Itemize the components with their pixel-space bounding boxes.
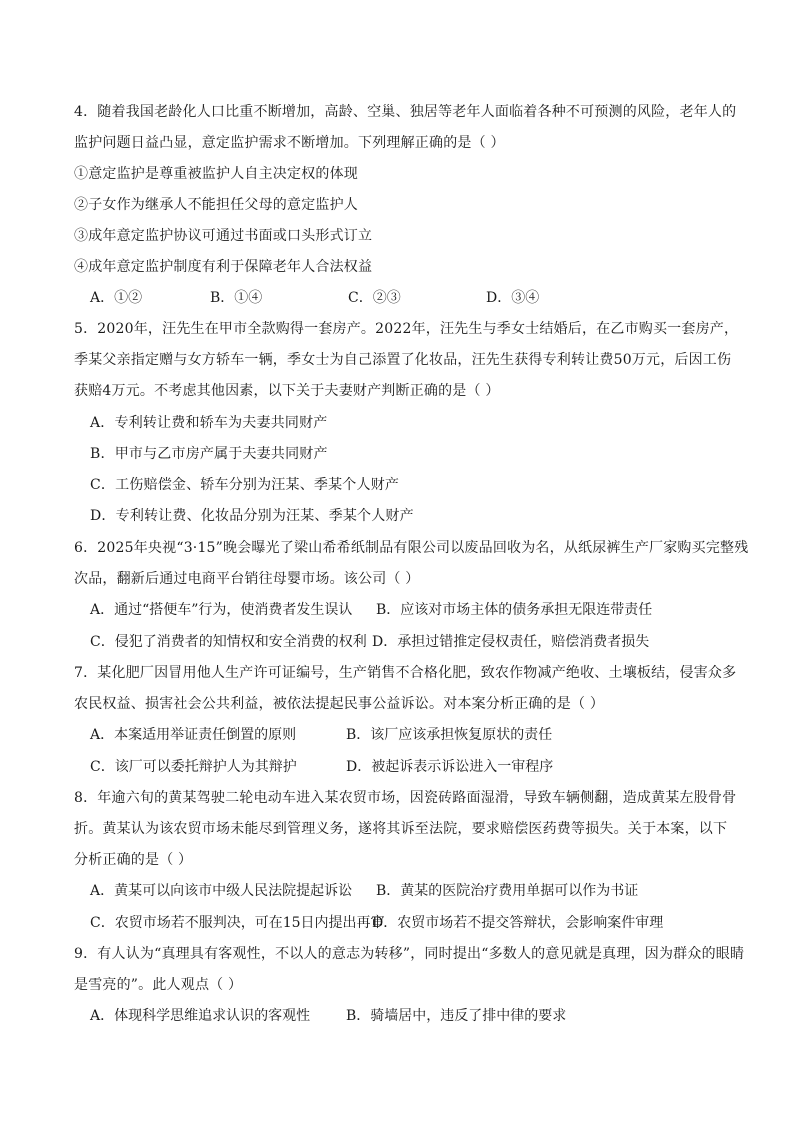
q5-option-d[interactable]: D．专利转让费、化妆品分别为汪某、季某个人财产 — [90, 508, 414, 524]
q4-statement-2: ②子女作为继承人不能担任父母的意定监护人 — [74, 197, 358, 213]
q4-stem-line-1: 4．随着我国老龄化人口比重不断增加，高龄、空巢、独居等老年人面临着各种不可预测的风险，老年人的 — [74, 104, 737, 120]
q7-stem-line-1: 7．某化肥厂因冒用他人生产许可证编号，生产销售不合格化肥，致农作物减产绝收、土壤板结，侵害众多 — [74, 665, 737, 681]
q8-option-d[interactable]: D．农贸市场若不提交答辩状，会影响案件审理 — [372, 915, 664, 931]
q5-option-a[interactable]: A．专利转让费和轿车为夫妻共同财产 — [90, 415, 328, 431]
q8-option-c[interactable]: C．农贸市场若不服判决，可在15日内提出再审 — [90, 915, 385, 931]
q5-stem-line-2: 季某父亲指定赠与女方轿车一辆，季女士为自己添置了化妆品，汪先生获得专利转让费50万元，后因工伤 — [74, 352, 732, 368]
q4-option-a[interactable]: A．①② — [90, 290, 143, 306]
q8-options-row-2 — [90, 913, 730, 933]
q4-option-d[interactable]: D．③④ — [486, 290, 540, 306]
q7-stem-line-2: 农民权益、损害社会公共利益，被依法提起民事公益诉讼。对本案分析正确的是（ ） — [74, 696, 605, 712]
q8-option-a[interactable]: A．黄某可以向该市中级人民法院提起诉讼 — [90, 883, 353, 899]
q6-option-d[interactable]: D．承担过错推定侵权责任，赔偿消费者损失 — [372, 634, 650, 650]
q4-option-b[interactable]: B．①④ — [210, 290, 263, 306]
q4-options — [90, 288, 730, 308]
q4-statement-1: ①意定监护是尊重被监护人自主决定权的体现 — [74, 166, 358, 182]
q5-stem-line-3: 获赔4万元。不考虑其他因素，以下关于夫妻财产判断正确的是（ ） — [74, 383, 500, 399]
q4-statement-3: ③成年意定监护协议可通过书面或口头形式订立 — [74, 228, 373, 244]
q8-option-b[interactable]: B．黄某的医院治疗费用单据可以作为书证 — [376, 883, 639, 899]
q6-option-b[interactable]: B．应该对市场主体的债务承担无限连带责任 — [376, 602, 653, 618]
q5-option-c[interactable]: C．工伤赔偿金、轿车分别为汪某、季某个人财产 — [90, 477, 400, 493]
q9-option-a[interactable]: A．体现科学思维追求认识的客观性 — [90, 1008, 311, 1024]
q5-option-b[interactable]: B．甲市与乙市房产属于夫妻共同财产 — [90, 446, 328, 462]
q7-option-a[interactable]: A．本案适用举证责任倒置的原则 — [90, 727, 297, 743]
q5-stem-line-1: 5．2020年，汪先生在甲市全款购得一套房产。2022年，汪先生与季女士结婚后，在乙市购买一套房产， — [74, 321, 739, 337]
q9-options-row-1 — [90, 1006, 730, 1026]
q6-options-row-2 — [90, 632, 730, 652]
q6-stem-line-2: 次品，翻新后通过电商平台销往母婴市场。该公司（ ） — [74, 571, 420, 587]
q6-option-c[interactable]: C．侵犯了消费者的知情权和安全消费的权利 — [90, 634, 367, 650]
q8-options-row-1 — [90, 881, 730, 901]
q9-stem-line-1: 9．有人认为“真理具有客观性，不以人的意志为转移”，同时提出“多数人的意见就是真理，因为群众的眼睛 — [74, 946, 745, 962]
q4-option-c[interactable]: C．②③ — [348, 290, 401, 306]
q9-stem-line-2: 是雪亮的”。此人观点（ ） — [74, 977, 243, 993]
q6-option-a[interactable]: A．通过“搭便车”行为，使消费者发生误认 — [90, 602, 353, 618]
q6-options-row-1 — [90, 600, 730, 620]
q4-stem-line-2: 监护问题日益凸显，意定监护需求不断增加。下列理解正确的是（ ） — [74, 135, 505, 151]
q8-stem-line-2: 折。黄某认为该农贸市场未能尽到管理义务，遂将其诉至法院，要求赔偿医药费等损失。关于本案，以下 — [74, 821, 728, 837]
q4-statement-4: ④成年意定监护制度有利于保障老年人合法权益 — [74, 259, 373, 275]
q7-option-c[interactable]: C．该厂可以委托辩护人为其辩护 — [90, 759, 297, 775]
q7-options-row-1 — [90, 725, 730, 745]
q9-option-b[interactable]: B．骑墙居中，违反了排中律的要求 — [346, 1008, 567, 1024]
q6-stem-line-1: 6．2025年央视“3·15”晚会曝光了梁山希希纸制品有限公司以废品回收为名，从纸尿裤生产厂家购买完整残 — [74, 540, 749, 556]
q8-stem-line-3: 分析正确的是（ ） — [74, 852, 193, 868]
q8-stem-line-1: 8．年逾六旬的黄某驾驶二轮电动车进入某农贸市场，因瓷砖路面湿滑，导致车辆侧翻，造成黄某左股骨骨 — [74, 790, 737, 806]
q7-option-d[interactable]: D．被起诉表示诉讼进入一审程序 — [346, 759, 554, 775]
q7-options-row-2 — [90, 757, 730, 777]
q7-option-b[interactable]: B．该厂应该承担恢复原状的责任 — [346, 727, 553, 743]
